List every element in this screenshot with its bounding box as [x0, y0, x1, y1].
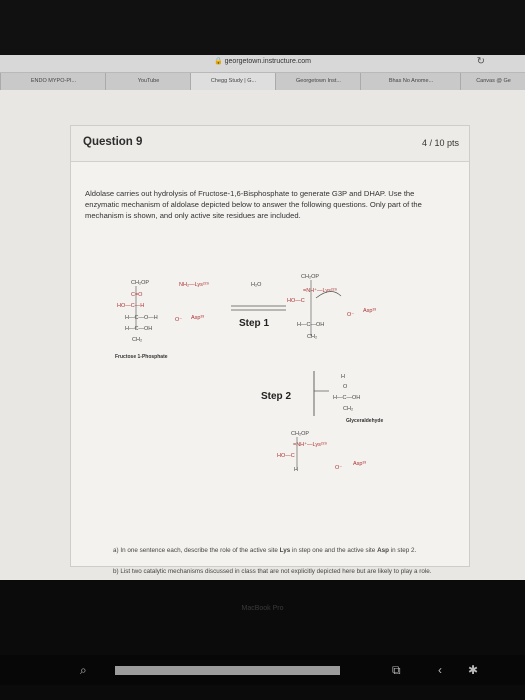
part-a-prefix: a) In one sentence each, describe the role of the active site	[113, 547, 280, 554]
question-text: Aldolase carries out hydrolysis of Fructose-1,6-Bisphosphate to generate G3P and DHAP. Use the enzymatic mechanism of aldolase depicted below to answer the following questions. Only part of the mechanism is shown, and only active site residues are included.	[85, 189, 422, 221]
touch-bar	[0, 655, 525, 685]
tab-label: YouTube	[137, 78, 160, 84]
ch2op-left: CH₂OP	[131, 280, 150, 286]
part-a-lys: Lys	[279, 547, 291, 554]
brightness-icon[interactable]: ✱	[468, 663, 479, 677]
ch2op-right: CH₂OP	[301, 274, 320, 280]
part-a-text	[113, 546, 443, 555]
tab-canvas[interactable]	[460, 73, 525, 90]
o-minus-bottom: O⁻	[335, 465, 343, 471]
macbook-label: MacBook Pro	[241, 605, 284, 612]
search-icon[interactable]: ⌕	[80, 663, 87, 677]
tab-endo[interactable]	[0, 73, 106, 90]
h-c-oh-left: H—C—OH	[125, 326, 153, 332]
tab-scrubber[interactable]	[115, 666, 340, 675]
asp-bottom: Asp³³	[353, 461, 367, 467]
glyc-h: H	[341, 374, 345, 380]
tab-bhas[interactable]	[360, 73, 461, 90]
part-a-mid: in step one and the active site	[290, 547, 378, 554]
address-bar[interactable]	[0, 55, 525, 73]
nh-lys-right: =NH⁺—Lys²²⁹	[303, 288, 337, 294]
tab-label: Chegg Study | G...	[210, 78, 257, 84]
ho-c-right: HO—C	[287, 298, 305, 304]
top-dark-bezel	[0, 0, 525, 55]
water-label: H₂O	[251, 282, 262, 288]
part-a-suffix: in step 2.	[388, 547, 417, 554]
tab-label: Canvas @ Ge	[476, 78, 511, 84]
tab-label: ENDO MYPO-PI...	[30, 78, 77, 84]
glyc-o: O	[343, 384, 348, 390]
tab-georgetown[interactable]	[275, 73, 361, 90]
part-a-asp: Asp	[377, 547, 389, 554]
tab-label: Bhas No Anome...	[388, 78, 434, 84]
ch2-right: CH₂	[307, 334, 318, 340]
ho-c-h: HO—C—H	[117, 303, 145, 309]
lock-icon: 🔒	[213, 58, 223, 65]
nh2-lys: NH₂—Lys²²⁹	[179, 282, 209, 288]
co-group: C=O	[131, 292, 143, 298]
h-c-oh-right: H—C—OH	[297, 322, 325, 328]
glyceraldehyde-label: Glyceraldehyde	[346, 418, 384, 424]
tab-bar	[0, 73, 525, 91]
question-card	[70, 125, 470, 575]
ch2op-bottom: CH₂OP	[291, 431, 310, 437]
url-text[interactable]	[0, 57, 525, 65]
glyc-h-c-oh: H—C—OH	[333, 395, 361, 401]
nh-lys-bottom: =NH⁺—Lys²²⁹	[293, 442, 327, 448]
o-minus-left: O⁻	[175, 317, 183, 323]
step2-label: Step 2	[261, 391, 292, 402]
share-icon[interactable]: ⧉	[392, 663, 401, 677]
page-content	[0, 90, 525, 580]
part-b-text: b) List two catalytic mechanisms discussed in class that are not explicitly depicted here but are likely to play a role.	[113, 568, 432, 575]
asp-right: Asp³³	[363, 308, 377, 314]
fructose-label: Fructose 1-Phosphate	[115, 354, 168, 360]
url-label: georgetown.instructure.com	[224, 58, 312, 65]
asp-left: Asp³³	[191, 315, 205, 321]
reload-icon[interactable]: ↻	[476, 56, 485, 67]
h-bottom: H	[294, 467, 298, 473]
back-icon[interactable]: ‹	[438, 663, 442, 677]
tab-label: Georgetown Inst...	[296, 78, 341, 84]
question-points: 4 / 10 pts	[421, 138, 459, 148]
tab-chegg[interactable]	[190, 73, 276, 90]
question-title: Question 9	[83, 136, 143, 148]
glyc-ch2: CH₂	[343, 406, 354, 412]
h-c-o-h: H—C—O—H	[125, 315, 158, 321]
ch2-left: CH₂	[132, 337, 143, 343]
ho-c-bottom: HO—C	[277, 453, 295, 459]
tab-youtube[interactable]	[105, 73, 191, 90]
o-minus-right: O⁻	[347, 312, 355, 318]
mechanism-diagram	[71, 126, 469, 566]
step1-label: Step 1	[239, 318, 270, 329]
